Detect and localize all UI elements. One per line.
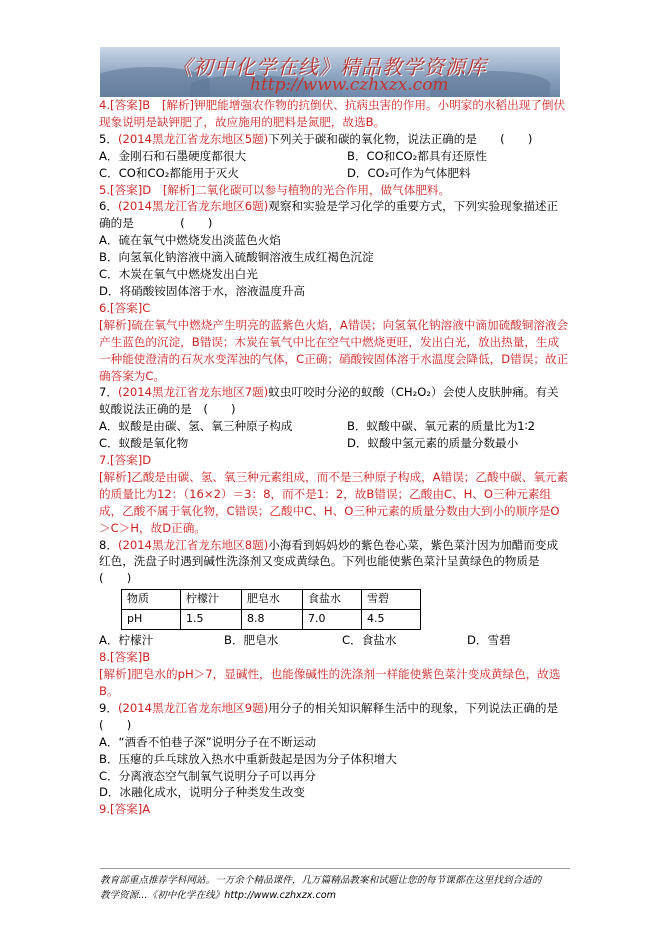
table-row bbox=[122, 610, 421, 630]
document-body bbox=[99, 97, 569, 818]
q7-answer: 7.[答案]D bbox=[99, 453, 152, 468]
table-cell: 8.8 bbox=[242, 610, 303, 630]
table-cell: 1.5 bbox=[181, 610, 242, 630]
q8-analysis: [解析]肥皂水的pH＞7，显碱性，也能像碱性的洗涤剂一样能使紫色菜汁变成黄绿色，故选B。 bbox=[99, 667, 561, 698]
q9-number: 9． bbox=[99, 700, 118, 715]
q7-stem-text: 蚊虫叮咬时分泌的蚁酸（CH₂O₂）会使人皮肤肿痛。有关蚁酸说法正确的是 ( ) bbox=[99, 385, 559, 417]
option: B．肥皂水 bbox=[224, 633, 279, 648]
q8-source: (2014黑龙江省龙东地区8题) bbox=[117, 537, 269, 552]
option: C．蚁酸是氧化物 bbox=[99, 436, 189, 451]
q6-number: 6． bbox=[99, 199, 118, 214]
q6-source: (2014黑龙江省龙东地区6题) bbox=[117, 199, 269, 214]
table-header-cell: 食盐水 bbox=[303, 590, 362, 610]
q8-stem-text: 小海看到妈妈炒的紫色卷心菜，紫色菜汁因为加醋而变成红色，洗盘子时遇到碱性洗涤剂又变成黄绿色。下列也能使紫色菜汁呈黄绿色的物质是 bbox=[99, 537, 559, 569]
q9-source: (2014黑龙江省龙东地区9题) bbox=[117, 700, 269, 715]
banner-title: 《初中化学在线》精品教学资源库 bbox=[172, 55, 487, 79]
option: C．CO和CO₂都能用于灭火 bbox=[99, 165, 239, 180]
q8-options bbox=[99, 632, 569, 649]
q6-analysis: [解析]硫在氧气中燃烧产生明亮的蓝紫色火焰，A错误；向氢氧化钠溶液中滴加硫酸铜溶液会产生蓝色的沉淀，B错误；木炭在氧气中比在空气中燃烧更旺，发出白光，放出热量，生成一种能使澄清的石灰水变浑浊的气体，C正确；硝酸铵固体溶于水温度会降低，D错误；故正确答案为C。 bbox=[99, 317, 569, 383]
option: D．将硝酸铵固体溶于水，溶液温度升高 bbox=[99, 283, 306, 298]
table-cell: pH bbox=[122, 610, 181, 630]
option: A．金刚石和石墨硬度都很大 bbox=[99, 148, 247, 163]
table-cell: 7.0 bbox=[303, 610, 362, 630]
option: C．木炭在氧气中燃烧发出白光 bbox=[99, 267, 258, 282]
q5-options bbox=[99, 148, 569, 182]
header-banner bbox=[100, 47, 560, 97]
q5-source: (2014黑龙江省龙东地区5题) bbox=[117, 131, 269, 146]
option: B．CO和CO₂都具有还原性 bbox=[347, 148, 487, 163]
q7-source: (2014黑龙江省龙东地区7题) bbox=[117, 385, 269, 400]
q9-answer: 9.[答案]A bbox=[99, 802, 151, 817]
table-cell: 4.5 bbox=[362, 610, 421, 630]
q7-stem bbox=[99, 384, 569, 418]
q7-analysis: [解析]乙酸是由碳、氢、氧三种元素组成，而不是三种原子构成，A错误；乙酸中碳、氧元素的质量比为12：（16×2）＝3：8，而不是1：2，故B错误；乙酸由C、H、O三种元素组成，乙酸不属于氧化物，C错误；乙酸中C、H、O三种元素的质量分数由大到小的顺序是O＞C＞H，故D正确。 bbox=[99, 469, 569, 535]
option: A．柠檬汁 bbox=[99, 633, 154, 648]
q7-number: 7． bbox=[99, 385, 118, 400]
q7-options bbox=[99, 418, 569, 452]
q8-answer: 8.[答案]B bbox=[99, 650, 151, 665]
option: A．蚁酸是由碳、氢、氧三种原子构成 bbox=[99, 419, 293, 434]
option: B．蚁酸中碳、氧元素的质量比为1∶2 bbox=[347, 419, 536, 434]
q9-stem-text: 用分子的相关知识解释生活中的现象，下列说法正确的是( ) bbox=[99, 700, 559, 732]
q5-number: 5． bbox=[99, 131, 118, 146]
option: B．向氢氧化钠溶液中滴入硫酸铜溶液生成红褐色沉淀 bbox=[99, 250, 374, 265]
q5-answer: 5.[答案]D [解析]二氧化碳可以参与植物的光合作用，做气体肥料。 bbox=[99, 182, 451, 197]
q6-stem bbox=[99, 198, 569, 232]
page-footer bbox=[100, 868, 570, 903]
q8-paren: ( ) bbox=[99, 571, 132, 586]
option: D．CO₂可作为气体肥料 bbox=[347, 165, 471, 180]
table-row bbox=[122, 590, 421, 610]
q4-answer: 4.[答案]B [解析]钾肥能增强农作物的抗倒伏、抗病虫害的作用。小明家的水稻出现了倒伏现象说明是缺钾肥了，故应施用的肥料是氮肥，故选B。 bbox=[99, 98, 566, 129]
option: D．蚁酸中氢元素的质量分数最小 bbox=[347, 436, 519, 451]
ph-table bbox=[121, 589, 421, 630]
table-header-cell: 肥皂水 bbox=[242, 590, 303, 610]
q6-stem-text: 观察和实验是学习化学的重要方式，下列实验现象描述正确的是 ( ) bbox=[99, 199, 559, 231]
option: B．压瘪的乒乓球放入热水中重新鼓起是因为分子体积增大 bbox=[99, 751, 397, 766]
footer-line: 教育部重点推荐学科网站。一万余个精品课件，几万篇精品教案和试题让您的每节课都在这里找到合适的 bbox=[100, 875, 542, 886]
option: C．分离液态空气制氧气说明分子可以再分 bbox=[99, 768, 316, 783]
q5-stem-text: 下列关于碳和碳的氧化物，说法正确的是 ( ) bbox=[268, 131, 533, 146]
footer-line[interactable]: 教学资源...《初中化学在线》http://www.czhxzx.com bbox=[100, 890, 336, 901]
q5-stem bbox=[99, 131, 569, 148]
option: D．雪碧 bbox=[467, 633, 511, 648]
banner-url[interactable]: http://www.czhxzx.com bbox=[250, 75, 449, 95]
q9-stem bbox=[99, 700, 569, 734]
option: A．硫在氧气中燃烧发出淡蓝色火焰 bbox=[99, 233, 281, 248]
option: C．食盐水 bbox=[342, 633, 397, 648]
q6-answer: 6.[答案]C bbox=[99, 300, 151, 315]
table-header-cell: 雪碧 bbox=[362, 590, 421, 610]
option: A．“酒香不怕巷子深”说明分子在不断运动 bbox=[99, 734, 317, 749]
option: D．冰融化成水，说明分子种类发生改变 bbox=[99, 785, 306, 800]
table-header-cell: 物质 bbox=[122, 590, 181, 610]
q8-stem bbox=[99, 537, 569, 571]
q8-number: 8． bbox=[99, 537, 118, 552]
table-header-cell: 柠檬汁 bbox=[181, 590, 242, 610]
